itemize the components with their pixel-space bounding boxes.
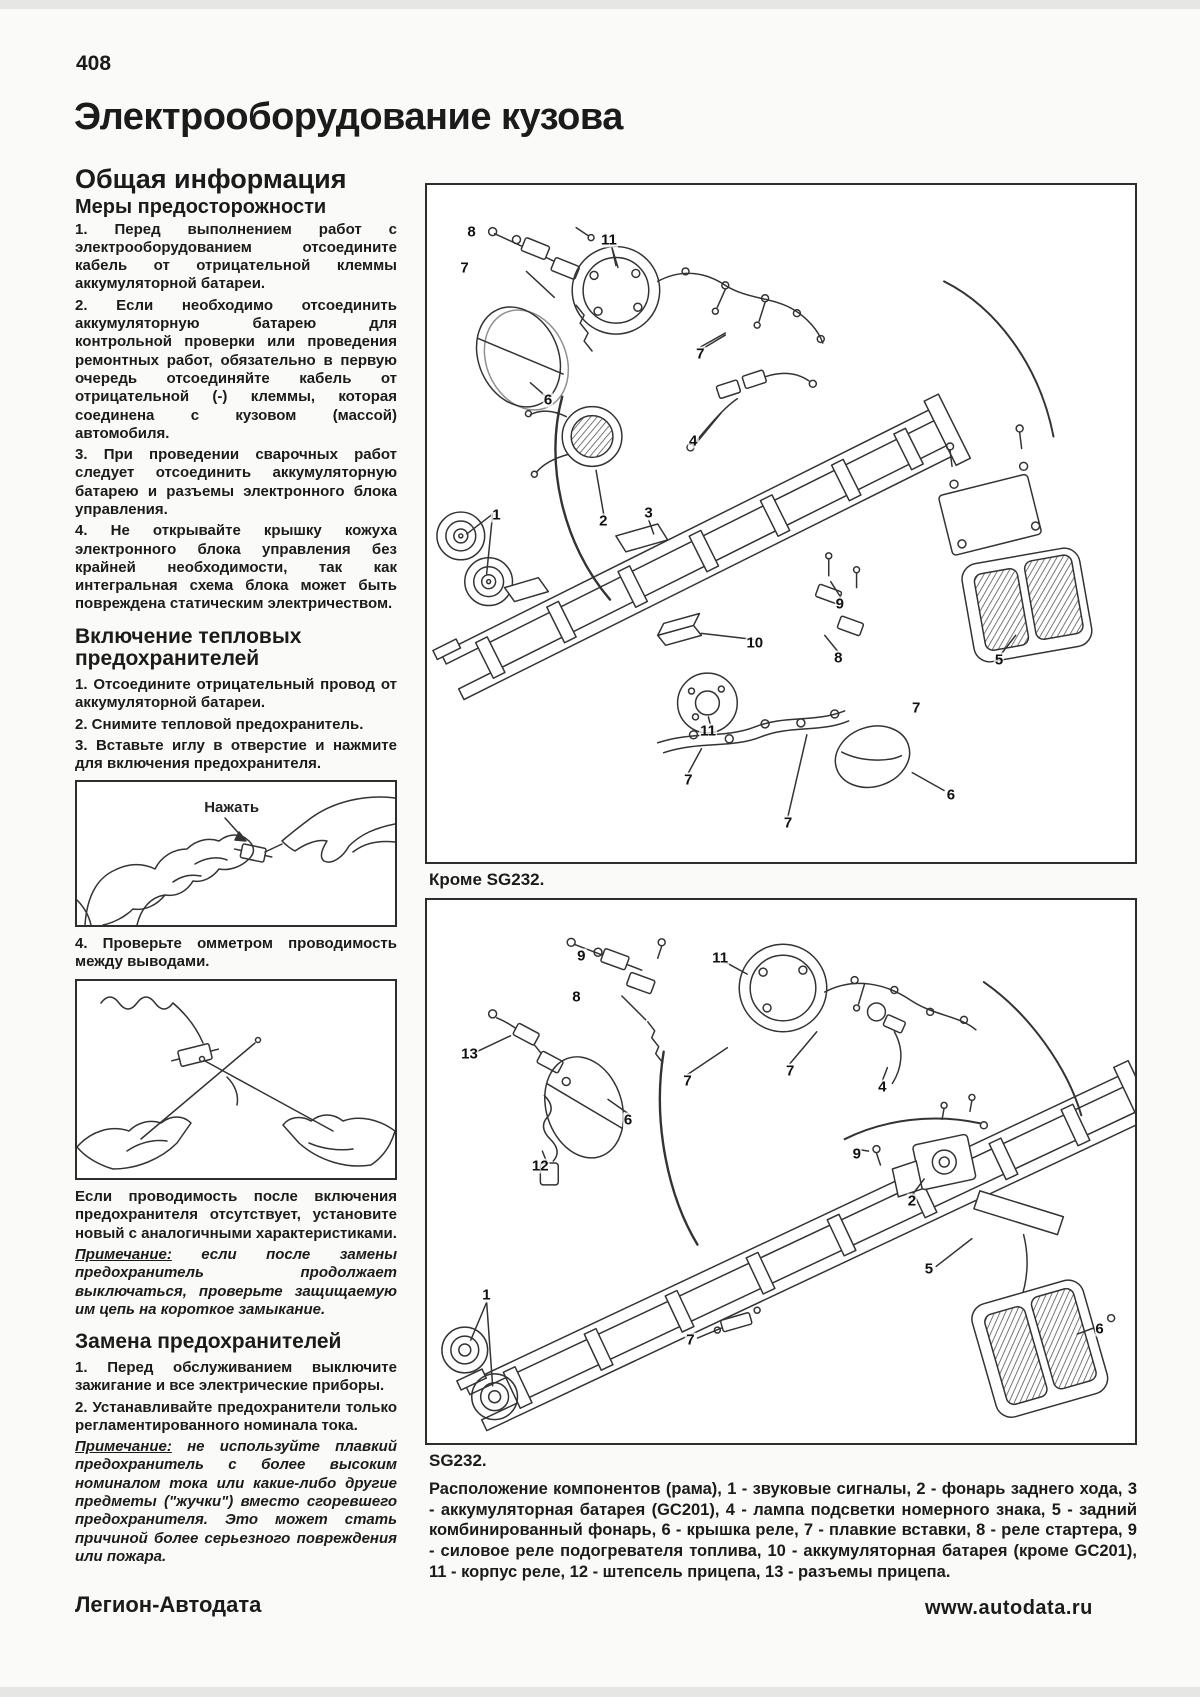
footer-publisher: Легион-Автодата [75,1592,262,1617]
heading-fuse-replacement: Замена предохранителей [75,1330,342,1354]
precaution-item-3: 3. При проведении сварочных работ следует отсоединить аккумуляторную батарею и разъемы электронного блока управления. [75,446,397,518]
paragraph-conductivity: Если проводимость после включения предохранителя отсутствует, установите новый с аналогичными характеристиками. [75,1188,397,1242]
diagram-callout-1: 1 [482,1286,491,1304]
left-column [75,166,397,1569]
footer-website: www.autodata.ru [925,1597,1093,1619]
scan-edge-bottom [0,1687,1200,1697]
diagram-caption-sg232: SG232. [429,1451,487,1470]
figure-ohmmeter-check [75,979,397,1180]
diagram-callout-9: 9 [577,947,586,965]
diagram-callout-11: 11 [700,722,716,740]
thermal-step-2: 2. Снимите тепловой предохранитель. [75,715,364,733]
diagram-callout-8: 8 [572,988,581,1006]
diagram-callout-7: 7 [786,1062,795,1079]
diagram-callout-5: 5 [924,1260,934,1278]
ohmmeter-sketch [77,981,395,1178]
frame-sketch-1 [427,185,1135,862]
heading-thermal-fuses: Включение тепловых предохранителей [75,624,302,671]
diagram-callout-9: 9 [852,1145,861,1163]
diagram-caption-except-sg232: Кроме SG232. [429,870,545,889]
diagram-callout-12: 12 [531,1157,549,1175]
diagram-callout-4: 4 [689,432,698,450]
page-number: 408 [76,52,112,75]
diagram-callout-7: 7 [683,1072,692,1090]
diagram-callout-7: 7 [686,1331,695,1349]
right-column [425,183,1137,1582]
diagram-callout-11: 11 [712,949,729,967]
diagram-callout-7: 7 [684,771,693,789]
figure-label-press: Нажать [204,798,260,816]
diagram-sg232 [425,898,1137,1445]
diagram-callout-5: 5 [994,651,1004,669]
components-description: Расположение компонентов (рама), 1 - звуковые сигналы, 2 - фонарь заднего хода, 3 - аккумуляторная батарея (GC201), 4 - лампа подсветки номерного знака, 5 - задний комбинированный фонарь, 6 - крышка реле, 7 - плавкие вставки, 8 - реле стартера, 9 - силовое реле подогревателя топлива, 10 - аккумуляторная батарея (кроме GC201), 11 - корпус реле, 12 - штепсель прицепа, 13 - разъемы прицепа. [429,1480,1137,1581]
diagram-callout-7: 7 [912,699,921,717]
diagram-callout-8: 8 [834,649,843,667]
diagram-callout-4: 4 [878,1078,887,1096]
heading-precautions: Меры предосторожности [75,195,327,218]
figure-press-fuse [75,780,397,927]
diagram-callout-13: 13 [461,1045,478,1063]
page-title: Электрооборудование кузова [74,96,623,138]
thermal-step-4: 4. Проверьте омметром проводимость между выводами. [75,934,397,970]
note-fuse-rating [75,1438,397,1566]
diagram-callout-7: 7 [460,259,469,277]
note-text: если после замены предохранитель продолжает выключаться, проверьте защищаемую им цепь на короткое замыкание. [75,1246,397,1318]
diagram-callout-1: 1 [492,506,501,524]
replacement-step-1: 1. Перед обслуживанием выключите зажигание и все электрические приборы. [75,1358,397,1395]
diagram-callout-3: 3 [644,504,653,522]
diagram-callout-10: 10 [746,634,764,652]
diagram-callout-6: 6 [946,786,956,804]
precaution-item-4: 4. Не открывайте крышку кожуха электронного блока управления без крайней необходимости, так как интегральная схема блока может быть повреждена статическим электричеством. [75,522,397,613]
note-label: Примечание: [75,1246,172,1264]
diagram-except-sg232 [425,183,1137,864]
diagram-callout-11: 11 [601,231,617,249]
diagram-callout-7: 7 [696,345,705,363]
diagram-callout-6: 6 [543,391,553,409]
precaution-item-2: 2. Если необходимо отсоединить аккумуляторную батарею для контрольной проверки или проведения ремонтных работ, обязательно в первую очередь отсоединяйте кабель от отрицательной (-) клеммы, которая соединена с кузовом (массой) автомобиля. [75,296,397,442]
note-text: не используйте плавкий предохранитель с более высоким номиналом тока или какие-либо другие предметы ("жучки") вместо сгоревшего предохранителя. Это может стать причиной более серьезного повреждения или пожара. [75,1438,397,1565]
note-fuse-trip [75,1246,397,1319]
diagram-callout-9: 9 [835,595,844,613]
diagram-callout-7: 7 [783,814,793,832]
precaution-item-1: 1. Перед выполнением работ с электрооборудованием отсоедините кабель от отрицательной клеммы аккумуляторной батареи. [75,220,397,293]
diagram-callout-6: 6 [1095,1320,1104,1338]
thermal-step-3: 3. Вставьте иглу в отверстие и нажмите для включения предохранителя. [75,737,397,773]
heading-general-info: Общая информация [75,164,347,194]
note-label: Примечание: [75,1438,172,1456]
scan-edge-top [0,0,1200,9]
diagram-callout-6: 6 [623,1111,633,1129]
thermal-step-1: 1. Отсоедините отрицательный провод от аккумуляторной батареи. [75,676,397,712]
diagram-callout-2: 2 [599,512,608,530]
diagram-callout-2: 2 [907,1192,917,1210]
diagram-callout-8: 8 [467,223,476,241]
replacement-step-2: 2. Устанавливайте предохранители только регламентированного номинала тока. [75,1398,397,1434]
